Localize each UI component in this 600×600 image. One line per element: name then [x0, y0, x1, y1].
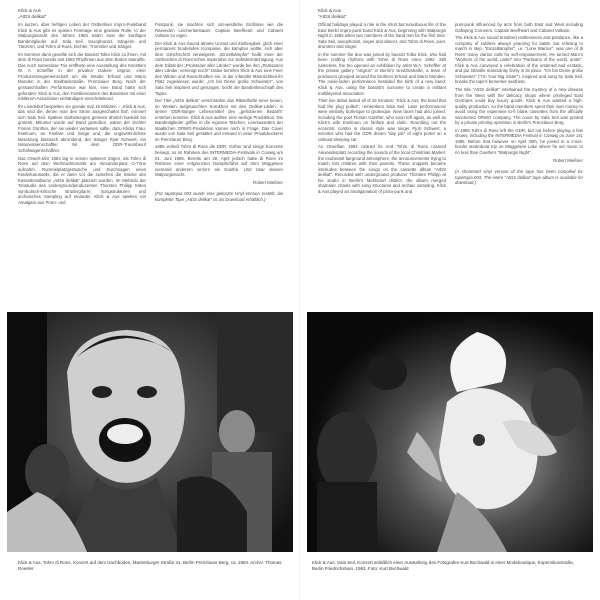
paragraph: In 1985 Tohm di Roes left the GDR, but not before playing a few shows, including the INTERMEDIA Festival in Coswig on June 1st, 1985. Before that however on April 30th, he joined in a cross-border steamboat trip on Müggelsee Lake where he set music to no less than Goethe's “Walpurgis Night”.: [455, 127, 583, 156]
paragraph: Das Orwell-Jahr 1984 lag in seinen späteren Zügen, als Tohm di Roes auf dem Weihnachtsmarkt am Alexanderplatz O-Töne aufnahm, Rummelplatzgeräusche und Durchsagen eines Kinderkarussells, die er dann vor die zwischen die Stücke des Kassettenalbums „AIDS delikat“ platziert wurden. Im Mehlsilo der Tonstudio des Undergroundproduzenten Thorsten Philipp traten symbolisch-kritische Brüdergitarre, Songstrukturen und archaisches Sampling auf einander. Klick & Aus spielten ein Amalgam aus Proto- und: [18, 155, 146, 205]
right-header-title: “AIDS delikat”: [318, 14, 347, 19]
paragraph: In the summer the duo was joined by bassist Tolko Klick, who had been crafting rhythms with Tohm di Roes since 1982. Still nameless, the trio opened an exhibition by artist W.A. Scheffler at the private gallery “rotgrün” in Berlin's Sredzkistraße, a team of producers grouped around the brothers Erhard and Mario Monden. The noise-laden performance heralded the birth of a new band: Klick & Aus, using the bassist's surname to create a militant multilayered association.: [318, 51, 446, 96]
paragraph: Ihr Livedebüt bespielten sie gerade mal 15 Minuten – „Klick & Aus, das sind die, denen man den Strom ausgeschaltet hat“, erinnert sich Sala Seil. Spätere Darbietungen gerieten ähnlich bunkisk bis grotesk. Mitunter wurde auf Band gestoßen, wären der Dichter Florian Günther, der sie wieder verlassen sollte, dazu Klicks Frau, Evelinum, an Fanfare und Geige und, die ungewöhnlichste Besetzung klassisch abrundend, der Sänger Pjotr Schwert, ein Naturwissenschaftler mit dem DDR-Traumberuf Schafwagenschaffner.: [18, 103, 146, 154]
paragraph: The Klick & Aus sound breathed restlessness and petulance, like a company of soldiers always yearning for battle, but refusing to march in step. “Einzelkämpfer”, i.e. “Lone Warrior”, was one of di Roes' many clarion calls for self-empowerment. He turned Marx's “Workers of the world, unite!” into “Partisans of the world, unite!”. Klick & Aus conveyed a celebration of the untamed and ecstatic, and put infantile masculinity firmly in its place. “Ich bin Deine große Schwester” (“I'm Your Big Sister”), inspired and sung by Sala Seil, breaks the tape's berserker aesthetic.: [455, 35, 583, 85]
paragraph: Official holidays played a role in the short but tumultuous life of the East Berlin impro-punk band Klick & Aus, beginning with Walpurgis Night in 1983 when two members of the band met for the first time: Sala Seil, saxophonist, singer and dancer, and Tohm di Roes, poet, drummer and singer.: [318, 22, 446, 50]
paragraph: As Orwellian 1984 neared its end Tohm di Roes roamed Alexanderplatz recording the sounds of the local Christmas Market: the exuberant fairground atmosphere, the announcements trying to match lost children with their parents. These snippets became interludes between the songs on the cassette album “AIDS delikat”. Recorded with underground producer Thorsten Philipp at his studio in Berlin's Mehlsdorf district, the album merged shamanic chants with song structures and archaic sampling. Klick & Aus played an amalgamation of proto-punk and: [318, 144, 446, 194]
photo-dancing-performer-image: [307, 312, 593, 552]
right-photo-caption: Klick & Aus, Sala Seil, Konzert anläßlich einer Ausstellung des Fotografen Kurt Buchwald in einer Modeboutique, Kopernikusstraße, Berlin Friedrichshain, 1983. Foto: Kurt Buchwald: [312, 560, 575, 571]
right-column-2: [455, 22, 583, 188]
left-column-1: [18, 22, 146, 208]
paragraph: 1985 verließ Tohm di Roes die DDR. Vorher sind einige Konzerte besiegt, so im Rahmen des INTERMEDIA-Festivals in Coswig am 01. Juni 1985. Bereits am 30. April jedoch hatte di Roes im Rahmen einer entgrenzten Dampferfahrt auf dem Müggelsee niemand anderem verlorn als Goethe. Und zwar dessen Walpurgisnacht.: [155, 144, 283, 178]
paragraph: Der Titel „AIDS delikat“ verschränkte das Rätselhafte einer neuen, im Westen aufgetauchten Krankheit mit den Delikat-Läden, in denen DDR-Bürger Lebensmittel des „gehobenen Bedarfs“ erstehen konnten. Klick & Aus wollten eine wertige Produktion. Die Bandmitglieder griffen in die eigenen Taschen, Leerkassetten der staatlichen ORWO-Produktion kamen noch in Frage. Das Cover wurde von Sala Seil gestaltet und erstand in einer Privatdruckerei im Prenzlauer Berg.: [155, 98, 283, 142]
photo-screaming-performer-image: [7, 312, 293, 552]
right-column-1: [318, 22, 446, 196]
paragraph: Their live debut lasted all of 15 minutes: “Klick & Aus, the band that had the plug pulled”, remembers Sala Seil. Later performances were similarly burlesque to grotesque. New faces had also joined, including the poet Florian Günther, who soon left again, as well as Klick's wife Evelinum on fanfare and violin. Rounding out the eccentric combo in classic style was singer Pjotr Schwert, a scientist who had the GDR dream “day job” of night porter on a railroad sleeping car.: [318, 98, 446, 142]
photo-screaming-performer: [7, 312, 293, 552]
right-page-header: [318, 8, 346, 20]
author-signature: Robert Mießner: [553, 157, 583, 163]
left-photo-caption: Klick & Aus, Tohm di Roes, Konzert auf dem Dachboden, Marienburger Straße 31, Berlin Prenzlauer Berg, ca. 1984. Archiv: Thomas Roesler: [18, 560, 282, 571]
page-gutter: [299, 0, 300, 600]
paragraph: post-punk influenced by acts from both East and West including Galloping Coroners, Captain Beefheart and Cabaret Voltaire.: [455, 22, 583, 33]
download-note: (Für tapetopia 003 wurde eine gekürzte Vinyl-Version erstellt; die komplette Tape „AIDS delikat“ ist als Download erhältlich.): [155, 191, 283, 202]
left-page-header: [18, 8, 46, 20]
paragraph: Der Klick & Aus-Sound atmete Unrast und Ziellosigkeit, glich einer permanent brodelnden Kompanie, die kämpfen wollte, sich aber dem Gleichschritt verweigerte. „Einzelkämpfer“ heißt einer der zahlreichen di Roes'schen Imperative zur Selbstermächtigung. Aus dem Diktat der „Proletarier aller Länder“ wurde bei ihm „Partisanen aller Länder, vereinigt euch!“ Dabei beriefen Klick & Aus eine Feier des Wilden und Rauschhaften ein, in der infantiler Männlichkeit ihr Platz zugewiesen wurde: „Ich bin Deine große Schwester“, von Sala Seil inspiriert und gesungen, bricht die Bandenkeuchsaft des Tapes.: [155, 40, 283, 96]
photo-dancing-performer: [307, 312, 593, 552]
paragraph: Im Sommer dann gesellte sich der Bassist Tolko Klick zu ihnen, mit dem di Roes bereits seit 1982 Rhythmen aus dem Boden stampfte. Das noch namenlose Trio eröffnete eine Ausstellung des Künstlers W. A. Scheffler in der privaten Galerie rotgrün, einer Produzentengemeinschaft um die Brüder Erhard und Mario Monden in der Stedbückstraße, Prenzlauer Berg. Nach der geräuschhaften Performance war klar, eine Band hatte sich gefunden: Klick & Aus, den Familiennamen des Bassisten mit einer mittlerem Assoziation einhändigen verschränkend.: [18, 51, 146, 102]
author-signature: Robert Mießner: [253, 179, 283, 185]
paragraph: Postpunk, sie machten sich ost-westliche Einflüsse wie die Ravenden Leichenbestauer, Captain Beefheart und Cabaret Voltaire zu eigen.: [155, 22, 283, 39]
left-header-title: „AIDS delikat“: [18, 14, 47, 19]
download-note: (A shortened vinyl version of the tape has been compiled for tapetopia 003. The entire “AIDS delikat” tape album is available for download.): [455, 169, 583, 186]
right-header-artist: Klick & Aus: [318, 8, 341, 13]
left-column-2: [155, 22, 283, 204]
paragraph: Im kurzen, aber heftigen Leben der Ostberliner Impro-Punkband Klick & Aus gibt es spielen Feiertage eine gewisse Rolle. In der Walpurgisnacht des Jahres 1983 traten zwei der künftigen Bandmitglieder auf. Sala Seil, Saxophonist, Sängerin und Tänzerin, und Tohm di Roes, Dichter, Trommler und Sänger.: [18, 22, 146, 50]
paragraph: The title “AIDS delikat” intertwined the mystery of a new disease from the West with the delicacy shops where privileged East Germans could buy luxury goods. Klick & Aus wanted a high-quality production, so the band members spent their own money to avoid using the expensive to-fi blank cassettes from the officially sanctioned ORWO company. The cover by Sala Seil was printed by a private printing operation in Berlin's Prenzlauer Berg.: [455, 87, 583, 126]
left-header-artist: Klick & Aus: [18, 8, 41, 13]
